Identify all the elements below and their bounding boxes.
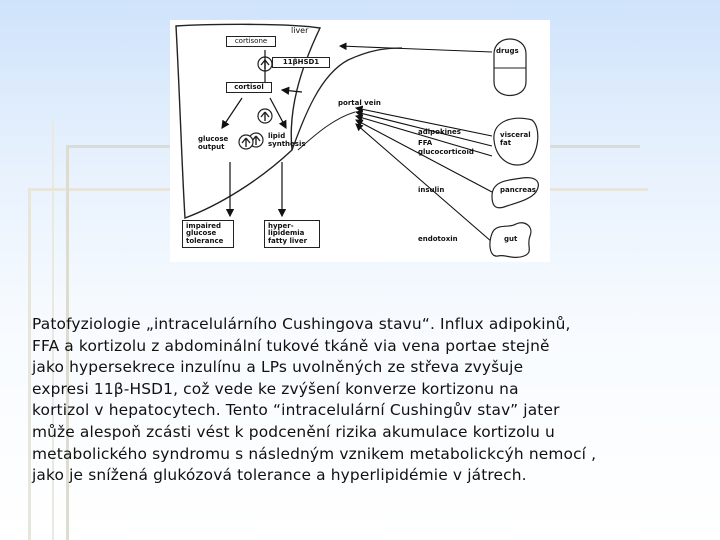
- caption-line: Patofyziologie „intracelulárního Cushingova stavu“. Influx adipokinů,: [32, 315, 571, 333]
- ffa-label: FFA: [418, 139, 433, 147]
- drugs-label: drugs: [496, 47, 519, 55]
- gut-label: gut: [504, 235, 518, 243]
- caption-text: [32, 314, 700, 487]
- caption-line: expresi 11β-HSD1, což vede ke zvýšení konverze kortizonu na: [32, 379, 519, 398]
- caption-line: jako je snížená glukózová tolerance a hyperlipidémie v játrech.: [32, 466, 527, 485]
- impaired-glucose-tolerance-box: impaired glucose tolerance: [182, 220, 234, 248]
- caption-line: metabolického syndromu s následným vznikem metabolickcýh nemocí ,: [32, 444, 597, 463]
- arrow: [340, 46, 492, 52]
- liver-cortisol-diagram: [170, 20, 550, 262]
- glucocorticoid-label: glucocorticoid: [418, 148, 474, 156]
- liver-label: liver: [291, 26, 309, 35]
- enzyme-box: 11βHSD1: [272, 57, 330, 68]
- decorative-line: [28, 188, 31, 540]
- endotoxin-label: endotoxin: [418, 235, 458, 243]
- adipokines-label: adipokines: [418, 128, 461, 136]
- visceral-fat-label: visceral fat: [500, 131, 531, 147]
- liver-outline: [176, 24, 320, 218]
- glucose-output-label: glucose output: [198, 135, 229, 151]
- insulin-label: insulin: [418, 186, 445, 194]
- hyperlipidemia-box: hyper- lipidemia fatty liver: [264, 220, 320, 248]
- pancreas-label: pancreas: [500, 186, 536, 194]
- portal-vein-line: [298, 112, 355, 150]
- caption-line: jako hypersekrece inzulínu a LPs uvolněných ze střeva zvyšuje: [32, 358, 524, 377]
- caption-line: FFA a kortizolu z abdominální tukové tkáně via vena portae stejně: [32, 336, 550, 355]
- portal-vein-label: portal vein: [338, 99, 381, 107]
- lipid-synthesis-label: lipid synthesis: [268, 132, 306, 148]
- cortisone-box: cortisone: [226, 36, 276, 47]
- caption-line: kortizol v hepatocytech. Tento “intracelulární Cushingův stav” jater: [32, 401, 560, 420]
- caption-line: může alespoň zcásti vést k podcenění rizika akumulace kortizolu u: [32, 422, 555, 441]
- cortisol-box: cortisol: [226, 82, 272, 93]
